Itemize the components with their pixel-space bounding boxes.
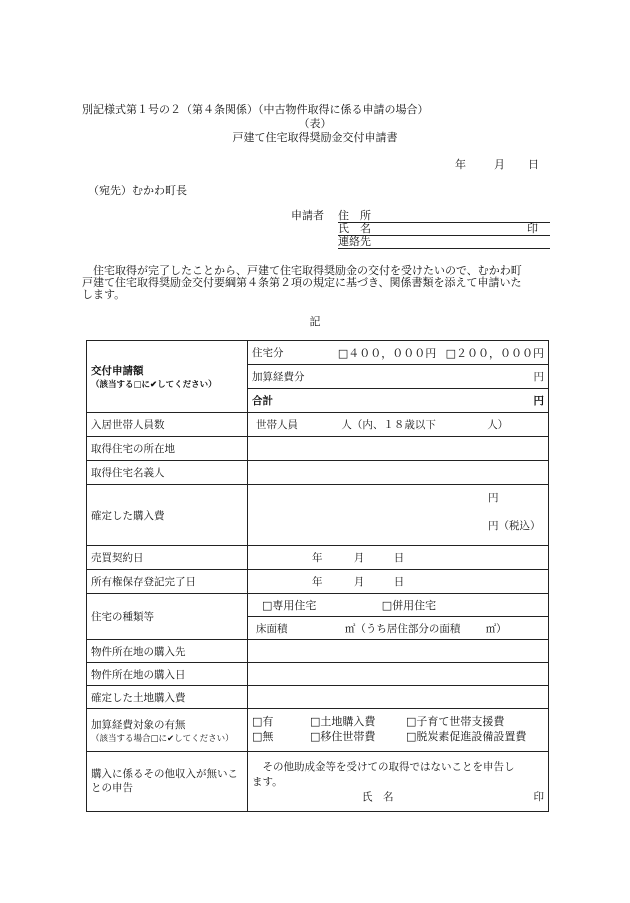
price-yen-tax: 円（税込）: [488, 520, 541, 532]
registration-date-cell[interactable]: [248, 570, 549, 594]
contract-date-cell[interactable]: [248, 546, 549, 570]
housing-cell: [248, 341, 549, 365]
registration-day: 日: [393, 576, 405, 588]
table-row: [87, 341, 549, 365]
opt-no-checkbox[interactable]: □無: [252, 730, 274, 743]
table-row: [87, 570, 549, 594]
housing-label: 住宅分: [252, 347, 284, 359]
application-table: [86, 340, 549, 812]
body-line-3: します。: [82, 288, 126, 301]
applicant-name-label: 氏 名: [338, 222, 371, 235]
table-row: [87, 485, 549, 546]
declaration-label: 購入に係るその他収入が無いことの申告: [87, 752, 248, 812]
ki-label: 記: [309, 315, 321, 328]
registration-year: 年: [312, 576, 323, 588]
opt-land-checkbox[interactable]: □土地購入費: [310, 715, 376, 729]
contract-label: 売買契約日: [87, 546, 248, 570]
household-value-c: 人）: [487, 419, 509, 431]
purchase-date-label: 物件所在地の購入日: [87, 663, 248, 686]
household-cell[interactable]: [248, 413, 549, 437]
date-day: 日: [528, 158, 539, 171]
declaration-text-2: ます。: [252, 776, 283, 788]
body-line-1: 住宅取得が完了したことから、戸建て住宅取得奨励金の交付を受けたいので、むかわ町: [82, 264, 522, 277]
table-row: [87, 686, 549, 709]
table-row: [87, 663, 549, 686]
declaration-seal[interactable]: 印: [533, 791, 544, 803]
applicant-label: 申請者: [291, 209, 324, 222]
additional-exists-note: （該当する場合□に✔してください）: [91, 733, 234, 744]
household-value-a: 世帯人員: [256, 419, 298, 431]
purchase-date-cell[interactable]: [248, 663, 549, 686]
type-combined-checkbox[interactable]: □併用住宅: [381, 599, 437, 612]
table-row: [87, 752, 549, 812]
additional-cell[interactable]: [248, 365, 549, 389]
applicant-address-label: 住 所: [338, 209, 371, 222]
table-row: [87, 437, 549, 461]
floor-area-cell[interactable]: [248, 617, 549, 640]
registration-label: 所有権保存登記完了日: [87, 570, 248, 594]
contract-year: 年: [312, 552, 323, 564]
seller-label: 物件所在地の購入先: [87, 640, 248, 663]
declaration-cell: [248, 752, 549, 812]
opt-yes-checkbox[interactable]: □有: [252, 715, 274, 729]
form-number: 別記様式第１号の２（第４条関係）（中古物件取得に係る申請の場合）: [82, 103, 429, 116]
grant-label-cell: [87, 341, 248, 413]
additional-exists-label-cell: [87, 709, 248, 752]
floor-area-unit-end: ㎡）: [485, 622, 507, 635]
table-row: [87, 709, 549, 752]
grant-label: 交付申請額: [91, 365, 144, 377]
additional-yen: 円: [533, 371, 544, 383]
declaration-name-label: 氏 名: [362, 791, 394, 803]
applicant-contact-label: 連絡先: [338, 235, 371, 248]
opt-childcare-checkbox[interactable]: □子育て世帯支援費: [406, 715, 505, 729]
date-month: 月: [494, 158, 505, 171]
grant-note: （該当する□に✔してください）: [91, 380, 217, 390]
type-label: 住宅の種類等: [87, 594, 248, 640]
date-year: 年: [455, 158, 466, 171]
page-title: 戸建て住宅取得奨励金交付申請書: [232, 131, 398, 144]
location-label: 取得住宅の所在地: [87, 437, 248, 461]
opt-decarbon-checkbox[interactable]: □脱炭素促進設備設置費: [406, 730, 527, 743]
contract-day: 日: [393, 552, 405, 564]
applicant-seal: 印: [527, 222, 538, 235]
option-400k-checkbox[interactable]: □４００，０００円: [337, 346, 437, 360]
price-cell[interactable]: [248, 485, 549, 546]
floor-area-label: 床面積: [256, 622, 288, 635]
land-price-cell[interactable]: [248, 686, 549, 709]
additional-label: 加算経費分: [252, 371, 305, 383]
option-200k-checkbox[interactable]: □２００，０００円: [445, 346, 544, 360]
additional-exists-cell: [248, 709, 549, 752]
seller-cell[interactable]: [248, 640, 549, 663]
location-cell[interactable]: [248, 437, 549, 461]
household-label: 入居世帯人員数: [87, 413, 248, 437]
addressee: （宛先）むかわ町長: [88, 184, 187, 197]
type-cell: [248, 594, 549, 617]
contract-month: 月: [353, 552, 365, 564]
owner-label: 取得住宅名義人: [87, 461, 248, 485]
total-yen: 円: [533, 395, 544, 407]
body-line-2: 戸建て住宅取得奨励金交付要綱第４条第２項の規定に基づき、関係書類を添えて申請いた: [82, 276, 522, 289]
table-row: [87, 594, 549, 617]
household-value-b: 人（内、１８歳以下: [341, 419, 436, 431]
table-row: [87, 640, 549, 663]
total-label: 合計: [252, 395, 273, 407]
type-dedicated-checkbox[interactable]: □専用住宅: [262, 599, 317, 612]
owner-cell[interactable]: [248, 461, 549, 485]
total-cell[interactable]: [248, 389, 549, 413]
land-price-label: 確定した土地購入費: [87, 686, 248, 709]
contact-line: [338, 248, 550, 249]
table-row: [87, 461, 549, 485]
table-row: [87, 546, 549, 570]
price-yen: 円: [488, 492, 499, 504]
floor-area-unit: ㎡（うち居住部分の面積: [344, 622, 461, 635]
opt-migration-checkbox[interactable]: □移住世帯費: [310, 730, 376, 743]
registration-month: 月: [353, 576, 365, 588]
table-row: [87, 413, 549, 437]
additional-exists-label: 加算経費対象の有無: [91, 718, 186, 731]
price-label: 確定した購入費: [87, 485, 248, 546]
declaration-text-1: その他助成金等を受けての取得ではないことを申告し: [252, 761, 515, 773]
form-side: （表）: [298, 117, 332, 130]
